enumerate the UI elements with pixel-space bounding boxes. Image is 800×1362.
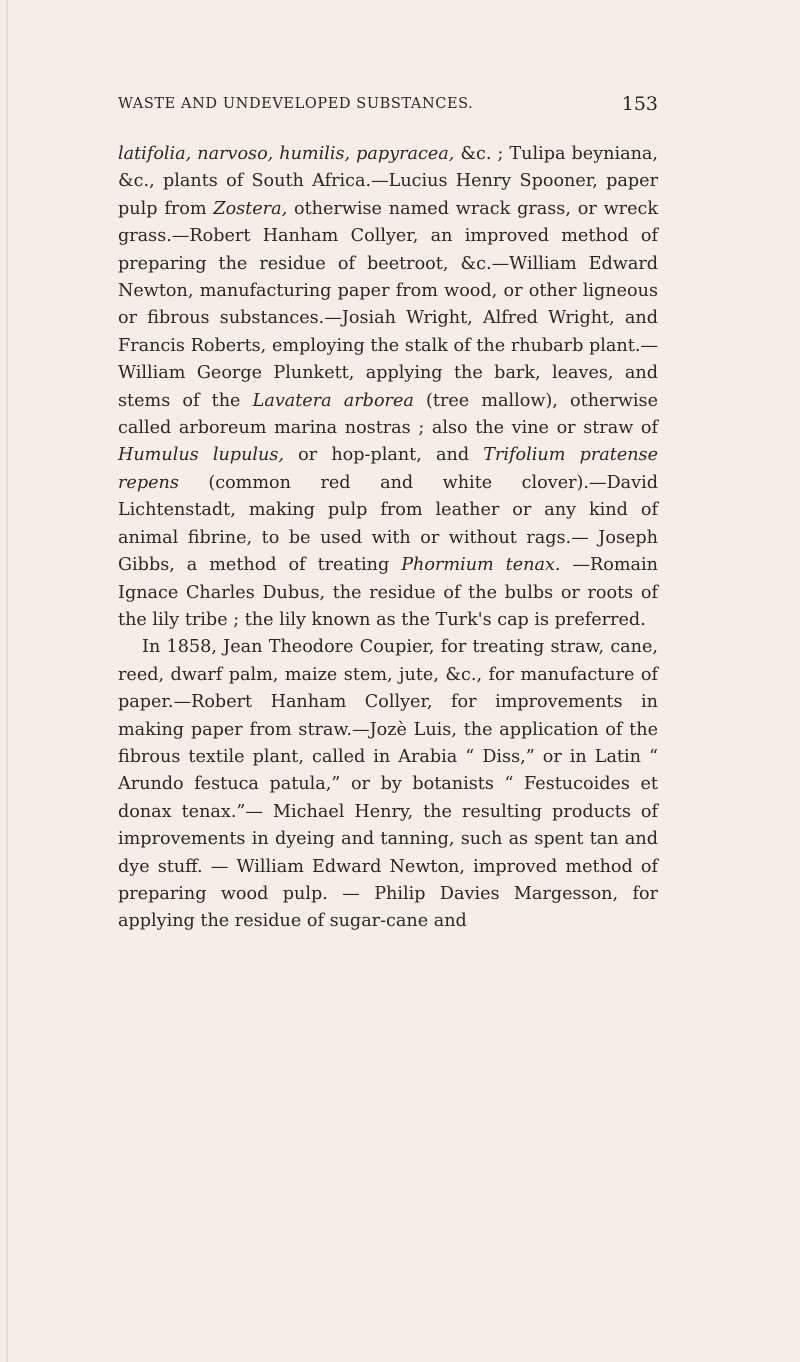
text-segment: Humulus lupulus,: [118, 445, 284, 466]
text-segment: —Romain Ignace Charles Dubus, the residue of the bulbs or roots of the lily tribe ; the lily known as the Turk's cap is preferred.: [118, 555, 658, 630]
paragraph-1: [118, 141, 658, 634]
text-segment: Lavatera arborea: [252, 390, 414, 411]
page-edge: [6, 0, 8, 1362]
text-segment: (tree mallow), otherwise called arboreum marina nostras ; also the vine or straw of: [118, 390, 658, 439]
body-text: [118, 141, 658, 936]
text-segment: &c. ; Tulipa beyniana, &c., plants of South Africa.—Lucius Henry Spooner, paper pulp from: [118, 144, 658, 219]
running-header: [118, 93, 658, 120]
page-number: 153: [621, 93, 658, 115]
text-segment: otherwise named wrack grass, or wreck grass.—Robert Hanham Collyer, an improved method of preparing the residue of beetroot, &c.—William Edward Newton, manufacturing paper from wood, or other ligneous or fibrous substances.—Josiah Wright, Alfred Wright, and Francis Roberts, employing the stalk of the rhubarb plant.— William George Plunkett, applying the bark, leaves, and stems of the: [118, 198, 658, 411]
running-title: WASTE AND UNDEVELOPED SUBSTANCES.: [118, 96, 474, 112]
text-segment: Phormium tenax.: [401, 555, 561, 576]
text-segment: (common red and white clover).—David Lichtenstadt, making pulp from leather or any kind of animal fibrine, to be used with or without rags.— Joseph Gibbs, a method of treating: [118, 472, 658, 576]
text-segment: Trifolium pratense repens: [118, 445, 658, 493]
paragraph-2: In 1858, Jean Theodore Coupier, for treating straw, cane, reed, dwarf palm, maize stem, jute, &c., for manufacture of paper.—Robert Hanham Collyer, for improvements in making paper from straw.—Jozè Luis, the application of the fibrous textile plant, called in Arabia “ Diss,” or in Latin “ Arundo festuca patula,” or by botanists “ Festucoides et donax tenax.”— Michael Henry, the resulting products of improvements in dyeing and tanning, such as spent tan and dye stuff. — William Edward Newton, improved method of preparing wood pulp. — Philip Davies Margesson, for applying the residue of sugar-cane and: [118, 637, 658, 932]
text-segment: latifolia, narvoso, humilis, papyracea,: [118, 144, 455, 164]
text-segment: Zostera,: [213, 198, 288, 219]
text-segment: or hop-plant, and: [283, 445, 484, 466]
